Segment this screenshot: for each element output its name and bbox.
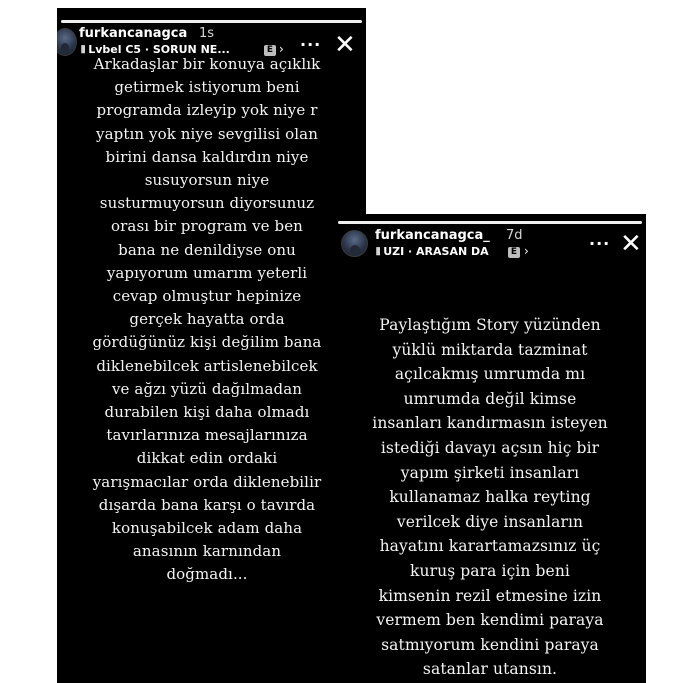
story-text-line: Paylaştığım Story yüzünden bbox=[379, 316, 601, 334]
story-text-line: durabilen kişi daha olmadı bbox=[104, 403, 310, 422]
story-text-line: vermem ben kendimi paraya bbox=[376, 611, 604, 630]
music-bars-icon: ⫴ bbox=[376, 247, 381, 258]
story-progress-bar bbox=[338, 221, 642, 224]
story-text-line: Arkadaşlar bir konuya açıklık bbox=[93, 55, 321, 73]
close-icon[interactable]: ✕ bbox=[620, 229, 642, 259]
music-label[interactable] bbox=[376, 245, 489, 258]
story-text-line: açılcakmış umrumda mı bbox=[394, 365, 586, 384]
story-text-line: anasının karnından bbox=[132, 542, 282, 561]
story-text-line: getirmek istiyorum beni bbox=[114, 78, 300, 97]
story-text-line: dışarda bana karşı o tavırda bbox=[98, 495, 316, 514]
story-text-line: gerçek hayatta orda bbox=[129, 310, 285, 329]
story-text-line: bana ne denildiyse onu bbox=[118, 240, 296, 259]
story-text-line: kimsenin rezil etmesine izin bbox=[378, 586, 602, 605]
story-text-line: umrumda değil kimse bbox=[403, 389, 577, 408]
username[interactable]: furkancanagca bbox=[79, 26, 188, 41]
story-text-line: yapıyorum umarım yeterli bbox=[106, 263, 308, 282]
time-ago: 1s bbox=[199, 26, 215, 41]
chevron-right-icon[interactable]: › bbox=[524, 244, 529, 258]
music-bars-icon: ⫴ bbox=[81, 45, 86, 56]
story-text-line: ve ağzı yüzü dağılmadan bbox=[111, 379, 302, 398]
story-text-line: birini dansa kaldırdın niye bbox=[105, 147, 309, 166]
music-title: Lvbel C5 · SORUN NE... bbox=[88, 43, 230, 56]
story-text-line: cevap olmuştur hepinize bbox=[112, 287, 302, 306]
story-text-line: satanlar utansın. bbox=[422, 660, 558, 679]
story-text-line: gördüğünüz kişi değilim bana bbox=[92, 333, 322, 352]
story-text bbox=[61, 53, 353, 587]
story-text-line: insanları kandırmasın isteyen bbox=[372, 414, 608, 433]
story-text-line: kullanamaz halka reyting bbox=[389, 488, 591, 507]
story-text-line: yarışmacılar orda diklenebilir bbox=[92, 472, 322, 491]
story-text-line: yapım şirketi insanları bbox=[400, 463, 580, 482]
story-text-line: verilcek diye insanların bbox=[396, 512, 584, 531]
story-text-line: susturmuyorsun diyorsunuz bbox=[99, 194, 315, 213]
close-icon[interactable]: ✕ bbox=[334, 30, 356, 60]
story-text-line: tavırlarınıza mesajlarınıza bbox=[106, 426, 308, 445]
story-text-line: orası bir program ve ben bbox=[111, 217, 303, 236]
profile-avatar[interactable] bbox=[341, 230, 368, 257]
story-text-line: dikkat edin ordaki bbox=[136, 449, 278, 468]
story-panel-left bbox=[57, 8, 366, 683]
story-progress-bar bbox=[61, 20, 362, 23]
story-text-line: hayatını karartamazsınız üç bbox=[379, 537, 601, 556]
story-text-line: doğmadı... bbox=[166, 565, 248, 584]
explicit-badge: E bbox=[508, 247, 520, 258]
story-text-line: susuyorsun niye bbox=[144, 171, 270, 190]
profile-avatar[interactable] bbox=[57, 28, 77, 56]
story-text-line: istediği davayı açsın hiç bir bbox=[380, 438, 600, 457]
story-text-line: yüklü miktarda tazminat bbox=[392, 340, 588, 359]
chevron-right-icon[interactable]: › bbox=[279, 42, 284, 56]
story-text-line: diklenebilcek artislenebilcek bbox=[96, 356, 318, 375]
story-text bbox=[340, 313, 640, 682]
music-title: UZI · ARASAN DA bbox=[383, 245, 489, 258]
story-text-line: kuruş para için beni bbox=[410, 561, 570, 580]
story-text-line: yaptın yok niye sevgilisi olan bbox=[96, 124, 318, 143]
story-text-line: satmıyorum kendini paraya bbox=[381, 635, 599, 654]
story-text-line: programda izleyip yok niye r bbox=[96, 101, 318, 120]
story-text-line: konuşabilcek adam daha bbox=[111, 519, 303, 538]
story-panel-right bbox=[334, 214, 646, 683]
more-options-icon[interactable]: ··· bbox=[589, 234, 611, 253]
more-options-icon[interactable]: ··· bbox=[300, 35, 322, 54]
username[interactable]: furkancanagca_ bbox=[375, 228, 490, 243]
time-ago: 7d bbox=[506, 228, 523, 243]
explicit-badge: E bbox=[264, 45, 276, 56]
